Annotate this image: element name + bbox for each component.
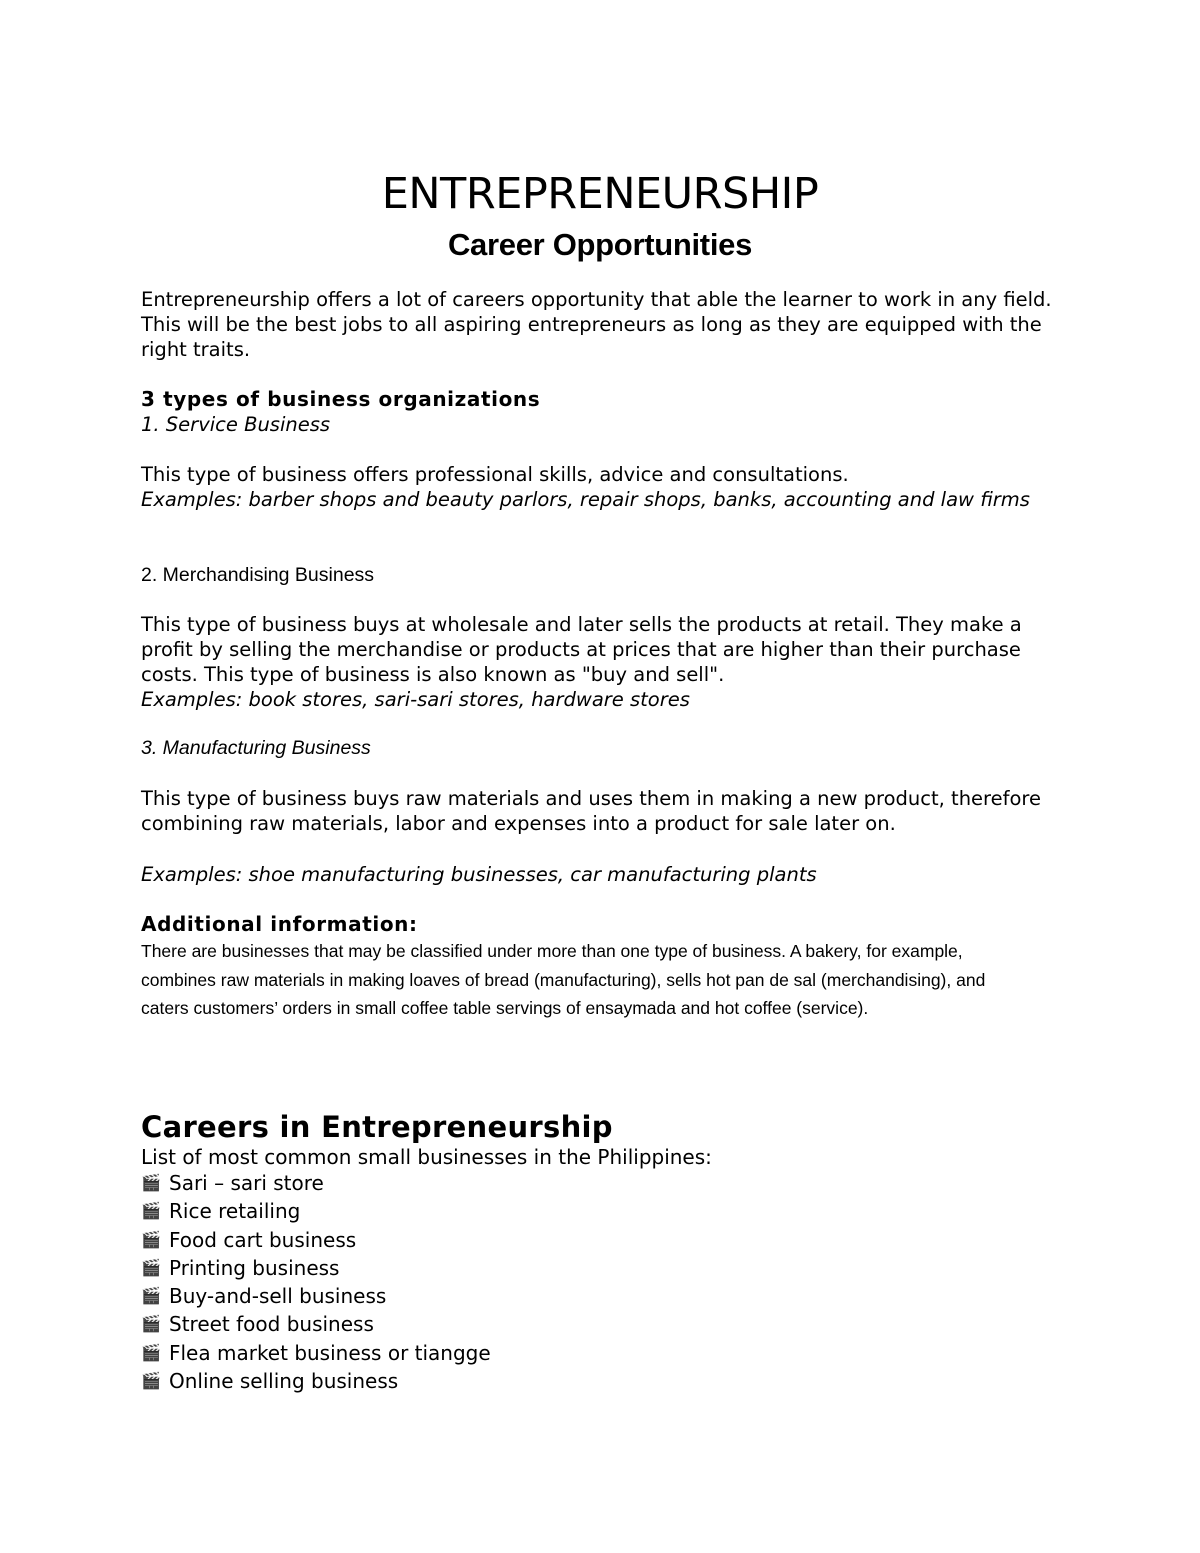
- manufacturing-title: 3. Manufacturing Business: [141, 737, 371, 759]
- service-title: 1. Service Business: [141, 413, 331, 436]
- service-examples: Examples: barber shops and beauty parlors, repair shops, banks, accounting and law firms: [141, 488, 1030, 511]
- clapperboard-icon: 🎬: [141, 1257, 161, 1277]
- list-item: [141, 1339, 1071, 1367]
- clapperboard-icon: 🎬: [141, 1314, 161, 1334]
- list-item-label: Street food business: [169, 1312, 374, 1337]
- careers-heading: Careers in Entrepreneurship: [141, 1110, 613, 1144]
- list-item: [141, 1226, 1071, 1254]
- additional-paragraph: There are businesses that may be classified under more than one type of business. A bakery, for example, combines raw materials in making loaves of bread (manufacturing), sells hot pan de sal (merchandising), and caters customers’ orders in small coffee table servings of ensaymada and hot coffee (service).: [141, 941, 986, 1018]
- merchandising-examples: Examples: book stores, sari-sari stores, hardware stores: [141, 688, 690, 711]
- clapperboard-icon: 🎬: [141, 1342, 161, 1362]
- list-item-label: Sari – sari store: [169, 1171, 324, 1195]
- list-item-label: Food cart business: [169, 1227, 357, 1252]
- types-heading: 3 types of business organizations: [141, 387, 541, 411]
- list-item: [141, 1169, 1071, 1197]
- clapperboard-icon: 🎬: [141, 1229, 161, 1249]
- careers-list: [141, 1169, 1071, 1395]
- careers-intro: List of most common small businesses in the Philippines:: [141, 1145, 712, 1169]
- clapperboard-icon: 🎬: [141, 1201, 161, 1221]
- intro-paragraph: Entrepreneurship offers a lot of careers opportunity that able the learner to work in any field. This will be the best jobs to all aspiring entrepreneurs as long as they are equipped with the right traits.: [141, 288, 1052, 361]
- additional-heading: Additional information:: [141, 912, 418, 936]
- list-item-label: Rice retailing: [169, 1199, 301, 1224]
- clapperboard-icon: 🎬: [141, 1286, 161, 1306]
- list-item: [141, 1282, 1071, 1310]
- clapperboard-icon: 🎬: [141, 1173, 161, 1192]
- list-item: [141, 1254, 1071, 1282]
- list-item: [141, 1197, 1071, 1225]
- clapperboard-icon: 🎬: [141, 1371, 161, 1391]
- service-description: This type of business offers professional skills, advice and consultations.: [141, 463, 849, 486]
- list-item: [141, 1367, 1071, 1395]
- list-item-label: Printing business: [169, 1255, 340, 1280]
- page-subtitle: Career Opportunities: [447, 227, 753, 262]
- list-item-label: Buy-and-sell business: [169, 1284, 387, 1309]
- list-item-label: Online selling business: [169, 1369, 399, 1394]
- list-item: [141, 1310, 1071, 1338]
- page-title: ENTREPRENEURSHIP: [381, 169, 819, 219]
- manufacturing-description: This type of business buys raw materials and uses them in making a new product, therefore combining raw materials, labor and expenses into a product for sale later on.: [141, 787, 1042, 835]
- list-item-label: Flea market business or tiangge: [169, 1340, 491, 1365]
- merchandising-description: This type of business buys at wholesale and later sells the products at retail. They make a profit by selling the merchandise or products at prices that are higher than their purchase costs. This type of business is also known as "buy and sell".: [141, 613, 1022, 686]
- manufacturing-examples: Examples: shoe manufacturing businesses, car manufacturing plants: [141, 863, 817, 886]
- merchandising-title: 2. Merchandising Business: [141, 564, 375, 586]
